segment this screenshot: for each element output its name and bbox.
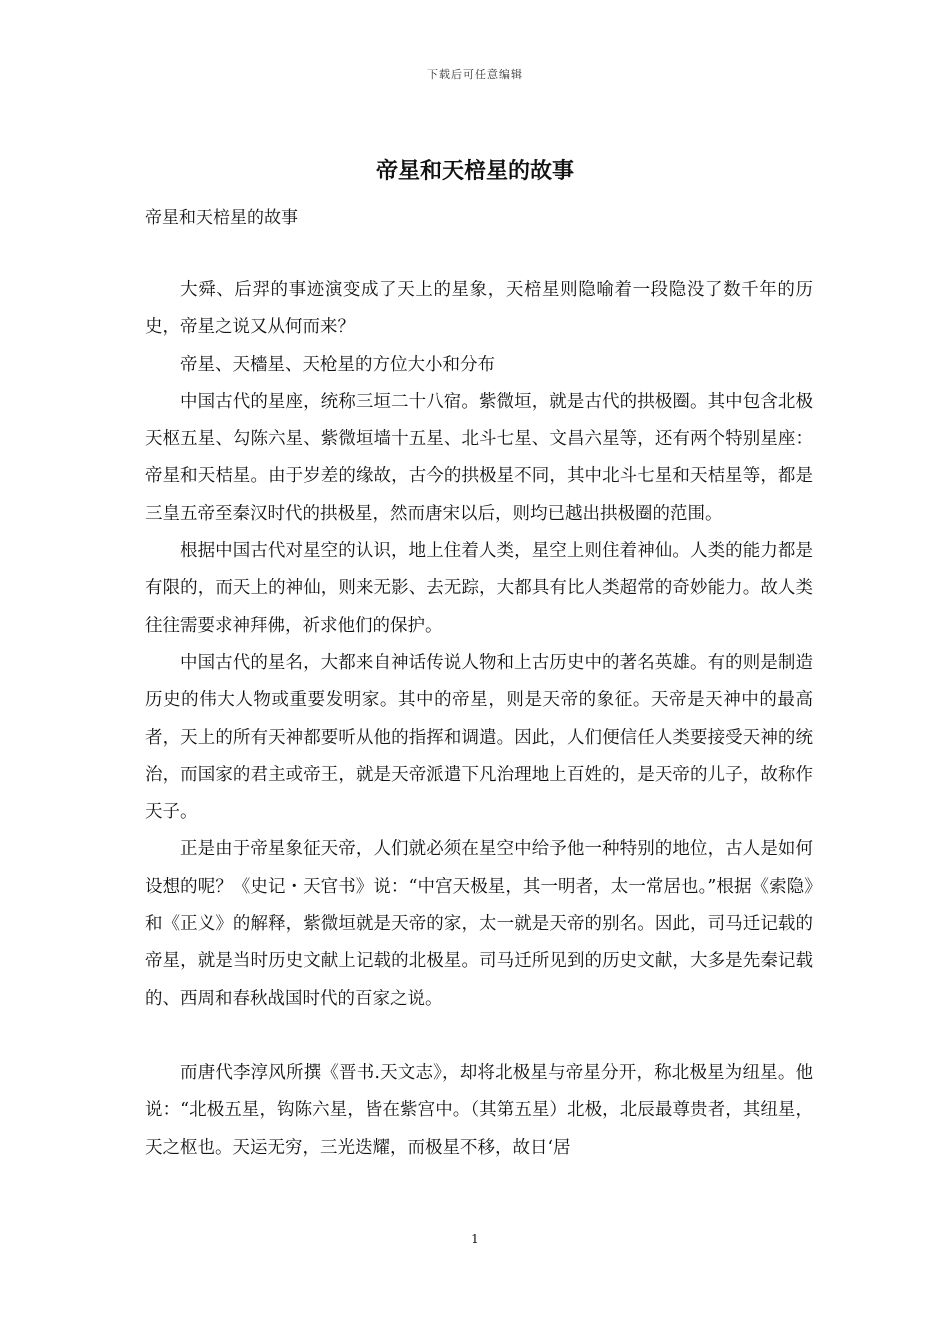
paragraph-star-names: 中国古代的星名，大都来自神话传说人物和上古历史中的著名英雄。有的则是制造历史的伟大人物或重要发明家。其中的帝星，则是天帝的象征。天帝是天神中的最高者，天上的所有天神都要听从他的指挥和调遣。因此，人们便信任人类要接受天神的统治，而国家的君主或帝王，就是天帝派遣下凡治理地上百姓的，是天帝的儿子，故称作天子。 [145, 652, 813, 823]
document-title: 帝星和天棓星的故事 [375, 158, 574, 184]
document-body [145, 272, 813, 1167]
paragraph-section-heading: 帝星、天檣星、天枪星的方位大小和分布 [180, 354, 495, 375]
paragraph-gods: 根据中国古代对星空的认识，地上住着人类，星空上则住着神仙。人类的能力都是有限的，而天上的神仙，则来无影、去无踪，大都具有比人类超常的奇妙能力。故人类往往需要求神拜佛，祈求他们的保护。 [145, 541, 813, 636]
paragraph-constellations: 中国古代的星座，统称三垣二十八宿。紫微垣，就是古代的拱极圈。其中包含北极天枢五星、勾陈六星、紫微垣墙十五星、北斗七星、文昌六星等，还有两个特别星座：帝星和天桔星。由于岁差的缘故，古今的拱极星不同，其中北斗七星和天桔星等，都是三皇五帝至秦汉时代的拱极星，然而唐宋以后，则均已越出拱极圈的范围。 [145, 391, 813, 524]
page-number: 1 [471, 1232, 479, 1246]
header-note: 下载后可任意编辑 [427, 68, 523, 81]
paragraph-emperor-star: 正是由于帝星象征天帝，人们就必须在星空中给予他一种特别的地位，古人是如何设想的呢？《史记・天官书》说：“中宫天极星，其一明者，太一常居也。”根据《索隐》和《正义》的解释，紫微垣就是天帝的家，太一就是天帝的别名。因此，司马迁记载的帝星，就是当时历史文献上记载的北极星。司马迁所见到的历史文献，大多是先秦记载的、西周和春秋战国时代的百家之说。 [145, 839, 813, 1009]
paragraph-intro: 大舜、后羿的事迹演变成了天上的星象，天棓星则隐喻着一段隐没了数千年的历史，帝星之说又从何而来？ [145, 280, 813, 338]
document-subtitle: 帝星和天棓星的故事 [145, 208, 298, 228]
paragraph-tang-dynasty: 而唐代李淳风所撰《晋书.天文志》，却将北极星与帝星分开，称北极星为纽星。他说：“北极五星，钩陈六星，皆在紫宫中。（其第五星）北极，北辰最尊贵者，其纽星，天之枢也。天运无穷，三光迭耀，而极星不移，故日‘居 [145, 1062, 813, 1158]
